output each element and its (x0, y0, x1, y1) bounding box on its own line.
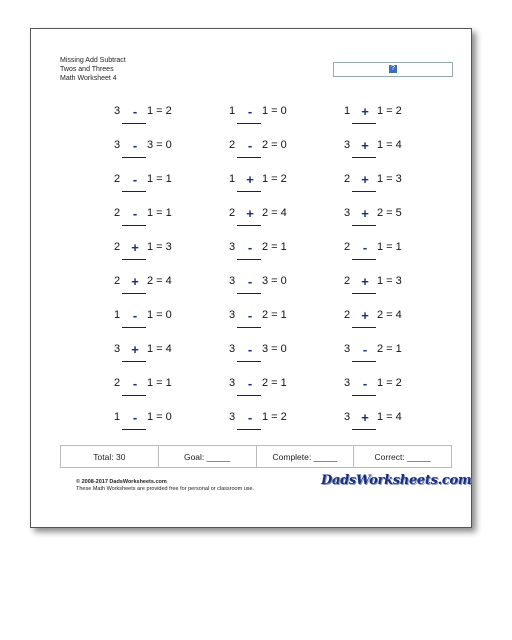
result-value: 1 (165, 173, 172, 185)
math-problem (114, 275, 194, 305)
equals-sign: = (383, 377, 396, 389)
first-operand: 2 (114, 275, 121, 287)
math-problem (344, 207, 424, 237)
second-operand: 1 (147, 411, 154, 423)
equals-sign: = (383, 411, 396, 423)
second-operand: 1 (377, 139, 384, 151)
second-operand: 1 (147, 377, 154, 389)
equation-rest (262, 207, 287, 219)
result-value: 4 (395, 411, 402, 423)
answer-blank[interactable] (352, 157, 376, 158)
answer-blank[interactable] (122, 191, 146, 192)
equals-sign: = (268, 207, 281, 219)
second-operand: 1 (147, 207, 154, 219)
answer-blank[interactable] (352, 259, 376, 260)
result-value: 2 (280, 411, 287, 423)
equals-sign: = (153, 309, 166, 321)
minus-sign: - (247, 104, 253, 119)
equation-rest (147, 343, 172, 355)
math-problem (344, 173, 424, 203)
answer-blank[interactable] (352, 123, 376, 124)
result-value: 1 (395, 343, 402, 355)
math-problem (114, 411, 194, 441)
equation-rest (262, 105, 287, 117)
math-problem (344, 411, 424, 441)
first-operand: 3 (114, 105, 121, 117)
title-line-1: Missing Add Subtract (60, 57, 126, 64)
answer-blank[interactable] (237, 395, 261, 396)
equals-sign: = (268, 241, 281, 253)
answer-blank[interactable] (237, 259, 261, 260)
math-problem (229, 207, 309, 237)
equals-sign: = (153, 207, 166, 219)
minus-sign: - (247, 308, 253, 323)
equation-rest (147, 207, 172, 219)
equation-rest (377, 309, 402, 321)
minus-sign: - (247, 274, 253, 289)
second-operand: 3 (147, 139, 154, 151)
equation-rest (147, 309, 172, 321)
answer-blank[interactable] (237, 191, 261, 192)
answer-blank[interactable] (122, 157, 146, 158)
second-operand: 1 (262, 411, 269, 423)
minus-sign: - (132, 104, 138, 119)
equals-sign: = (383, 207, 396, 219)
plus-sign: + (131, 240, 139, 255)
equation-rest (377, 343, 402, 355)
math-problem (229, 275, 309, 305)
equals-sign: = (153, 411, 166, 423)
equation-rest (377, 275, 402, 287)
equals-sign: = (383, 241, 396, 253)
result-value: 4 (165, 275, 172, 287)
math-problem (344, 377, 424, 407)
second-operand: 1 (377, 377, 384, 389)
minus-sign: - (132, 138, 138, 153)
math-problem (344, 343, 424, 373)
answer-blank[interactable] (237, 361, 261, 362)
result-value: 0 (280, 105, 287, 117)
math-problem (114, 139, 194, 169)
second-operand: 1 (377, 241, 384, 253)
first-operand: 3 (229, 411, 236, 423)
first-operand: 2 (114, 207, 121, 219)
answer-blank[interactable] (352, 225, 376, 226)
first-operand: 2 (114, 241, 121, 253)
equals-sign: = (153, 105, 166, 117)
equals-sign: = (268, 139, 281, 151)
answer-blank[interactable] (122, 225, 146, 226)
second-operand: 1 (147, 173, 154, 185)
first-operand: 2 (229, 139, 236, 151)
math-problem (344, 105, 424, 135)
plus-sign: + (246, 172, 254, 187)
equals-sign: = (383, 275, 396, 287)
answer-blank[interactable] (352, 395, 376, 396)
minus-sign: - (247, 240, 253, 255)
equation-rest (262, 173, 287, 185)
result-value: 1 (280, 309, 287, 321)
first-operand: 1 (114, 411, 121, 423)
math-problem (114, 207, 194, 237)
plus-sign: + (361, 138, 369, 153)
equation-rest (377, 207, 402, 219)
minus-sign: - (132, 376, 138, 391)
title-line-3: Math Worksheet 4 (60, 75, 117, 82)
minus-sign: - (132, 206, 138, 221)
second-operand: 2 (377, 309, 384, 321)
result-value: 2 (165, 105, 172, 117)
plus-sign: + (361, 104, 369, 119)
equation-rest (147, 105, 172, 117)
second-operand: 3 (262, 275, 269, 287)
math-problem (114, 105, 194, 135)
equation-rest (262, 139, 287, 151)
second-operand: 1 (147, 343, 154, 355)
copyright-notice (76, 479, 254, 493)
site-logo[interactable]: DadsWorksheets.com (321, 473, 472, 488)
equation-rest (147, 241, 172, 253)
equals-sign: = (153, 241, 166, 253)
result-value: 0 (280, 139, 287, 151)
math-problem (229, 173, 309, 203)
equals-sign: = (153, 343, 166, 355)
equals-sign: = (153, 173, 166, 185)
equals-sign: = (383, 105, 396, 117)
first-operand: 3 (344, 343, 351, 355)
first-operand: 1 (229, 105, 236, 117)
first-operand: 3 (229, 309, 236, 321)
second-operand: 2 (262, 207, 269, 219)
second-operand: 1 (377, 105, 384, 117)
equation-rest (377, 377, 402, 389)
second-operand: 2 (377, 207, 384, 219)
answer-blank[interactable] (237, 157, 261, 158)
usage-line: These Math Worksheets are provided free for personal or classroom use. (76, 486, 255, 492)
minus-sign: - (132, 172, 138, 187)
result-value: 4 (395, 139, 402, 151)
goal-cell: Goal: _____ (158, 446, 256, 467)
answer-blank[interactable] (122, 395, 146, 396)
second-operand: 1 (377, 275, 384, 287)
second-operand: 1 (147, 241, 154, 253)
answer-blank[interactable] (122, 293, 146, 294)
first-operand: 3 (344, 139, 351, 151)
first-operand: 3 (229, 241, 236, 253)
equation-rest (377, 241, 402, 253)
result-value: 1 (395, 241, 402, 253)
result-value: 1 (280, 241, 287, 253)
math-problem (114, 377, 194, 407)
first-operand: 3 (344, 207, 351, 219)
math-problem (344, 139, 424, 169)
minus-sign: - (247, 410, 253, 425)
math-problem (229, 105, 309, 135)
second-operand: 2 (262, 139, 269, 151)
second-operand: 1 (262, 173, 269, 185)
equals-sign: = (383, 173, 396, 185)
first-operand: 3 (114, 343, 121, 355)
result-value: 0 (280, 343, 287, 355)
minus-sign: - (247, 376, 253, 391)
math-problem (229, 309, 309, 339)
first-operand: 2 (344, 309, 351, 321)
first-operand: 3 (344, 411, 351, 423)
first-operand: 2 (114, 377, 121, 389)
plus-sign: + (361, 172, 369, 187)
plus-sign: + (131, 274, 139, 289)
first-operand: 3 (114, 139, 121, 151)
result-value: 4 (395, 309, 402, 321)
result-value: 3 (395, 275, 402, 287)
result-value: 1 (165, 377, 172, 389)
equation-rest (377, 139, 402, 151)
minus-sign: - (247, 342, 253, 357)
plus-sign: + (361, 308, 369, 323)
result-value: 4 (280, 207, 287, 219)
equals-sign: = (268, 377, 281, 389)
first-operand: 3 (229, 275, 236, 287)
equals-sign: = (268, 309, 281, 321)
equation-rest (262, 309, 287, 321)
equals-sign: = (383, 139, 396, 151)
second-operand: 2 (147, 275, 154, 287)
second-operand: 2 (262, 241, 269, 253)
math-problem (229, 343, 309, 373)
second-operand: 1 (377, 173, 384, 185)
minus-sign: - (362, 240, 368, 255)
equation-rest (147, 377, 172, 389)
worksheet-page (30, 28, 472, 528)
result-value: 0 (280, 275, 287, 287)
answer-blank[interactable] (122, 327, 146, 328)
answer-blank[interactable] (122, 361, 146, 362)
equation-rest (377, 105, 402, 117)
minus-sign: - (247, 138, 253, 153)
answer-blank[interactable] (122, 429, 146, 430)
math-problem (114, 309, 194, 339)
minus-sign: - (132, 410, 138, 425)
result-value: 0 (165, 411, 172, 423)
answer-blank[interactable] (237, 429, 261, 430)
answer-blank[interactable] (352, 429, 376, 430)
math-problem (229, 139, 309, 169)
complete-cell: Complete: _____ (256, 446, 354, 467)
answer-blank[interactable] (352, 293, 376, 294)
total-cell: Total: 30 (93, 451, 126, 462)
equals-sign: = (268, 173, 281, 185)
result-value: 3 (165, 241, 172, 253)
result-value: 1 (165, 207, 172, 219)
second-operand: 2 (262, 377, 269, 389)
worksheet-title (60, 56, 126, 83)
second-operand: 2 (377, 343, 384, 355)
second-operand: 3 (262, 343, 269, 355)
result-value: 0 (165, 309, 172, 321)
answer-blank[interactable] (237, 225, 261, 226)
answer-blank[interactable] (122, 259, 146, 260)
result-value: 4 (165, 343, 172, 355)
result-value: 2 (395, 105, 402, 117)
question-icon[interactable]: ? (389, 65, 397, 73)
math-problem (344, 241, 424, 271)
minus-sign: - (132, 308, 138, 323)
minus-sign: - (362, 342, 368, 357)
equation-rest (262, 343, 287, 355)
math-problem (229, 411, 309, 441)
equation-rest (262, 275, 287, 287)
answer-blank[interactable] (237, 327, 261, 328)
math-problem (114, 173, 194, 203)
result-value: 5 (395, 207, 402, 219)
equation-rest (147, 275, 172, 287)
plus-sign: + (246, 206, 254, 221)
plus-sign: + (131, 342, 139, 357)
equals-sign: = (153, 275, 166, 287)
answer-blank[interactable] (122, 123, 146, 124)
second-operand: 1 (262, 105, 269, 117)
math-problem (114, 343, 194, 373)
first-operand: 2 (229, 207, 236, 219)
answer-key-box[interactable] (333, 62, 453, 77)
first-operand: 2 (114, 173, 121, 185)
equation-rest (262, 377, 287, 389)
equals-sign: = (268, 275, 281, 287)
equation-rest (377, 173, 402, 185)
result-value: 1 (280, 377, 287, 389)
first-operand: 2 (344, 173, 351, 185)
copyright-line: © 2008-2017 DadsWorksheets.com (76, 479, 167, 485)
plus-sign: + (361, 206, 369, 221)
equation-rest (147, 139, 172, 151)
answer-blank[interactable] (237, 293, 261, 294)
equation-rest (147, 173, 172, 185)
second-operand: 1 (147, 105, 154, 117)
equals-sign: = (268, 343, 281, 355)
equation-rest (147, 411, 172, 423)
title-line-2: Twos and Threes (60, 66, 114, 73)
answer-blank[interactable] (352, 361, 376, 362)
equation-rest (262, 241, 287, 253)
math-problem (229, 377, 309, 407)
second-operand: 1 (377, 411, 384, 423)
result-value: 3 (395, 173, 402, 185)
second-operand: 2 (262, 309, 269, 321)
answer-blank[interactable] (352, 327, 376, 328)
result-value: 0 (165, 139, 172, 151)
math-problem (344, 309, 424, 339)
equals-sign: = (383, 309, 396, 321)
math-problem (114, 241, 194, 271)
equals-sign: = (268, 411, 281, 423)
first-operand: 1 (114, 309, 121, 321)
second-operand: 1 (147, 309, 154, 321)
equation-rest (377, 411, 402, 423)
result-value: 2 (280, 173, 287, 185)
equation-rest (262, 411, 287, 423)
score-table (60, 445, 452, 468)
first-operand: 3 (344, 377, 351, 389)
plus-sign: + (361, 410, 369, 425)
equals-sign: = (153, 139, 166, 151)
equals-sign: = (153, 377, 166, 389)
result-value: 2 (395, 377, 402, 389)
answer-blank[interactable] (237, 123, 261, 124)
math-problem (229, 241, 309, 271)
first-operand: 2 (344, 241, 351, 253)
equals-sign: = (383, 343, 396, 355)
first-operand: 1 (344, 105, 351, 117)
first-operand: 1 (229, 173, 236, 185)
correct-cell: Correct: _____ (353, 446, 451, 467)
first-operand: 2 (344, 275, 351, 287)
math-problem (344, 275, 424, 305)
equals-sign: = (268, 105, 281, 117)
answer-blank[interactable] (352, 191, 376, 192)
first-operand: 3 (229, 343, 236, 355)
minus-sign: - (362, 376, 368, 391)
first-operand: 3 (229, 377, 236, 389)
plus-sign: + (361, 274, 369, 289)
